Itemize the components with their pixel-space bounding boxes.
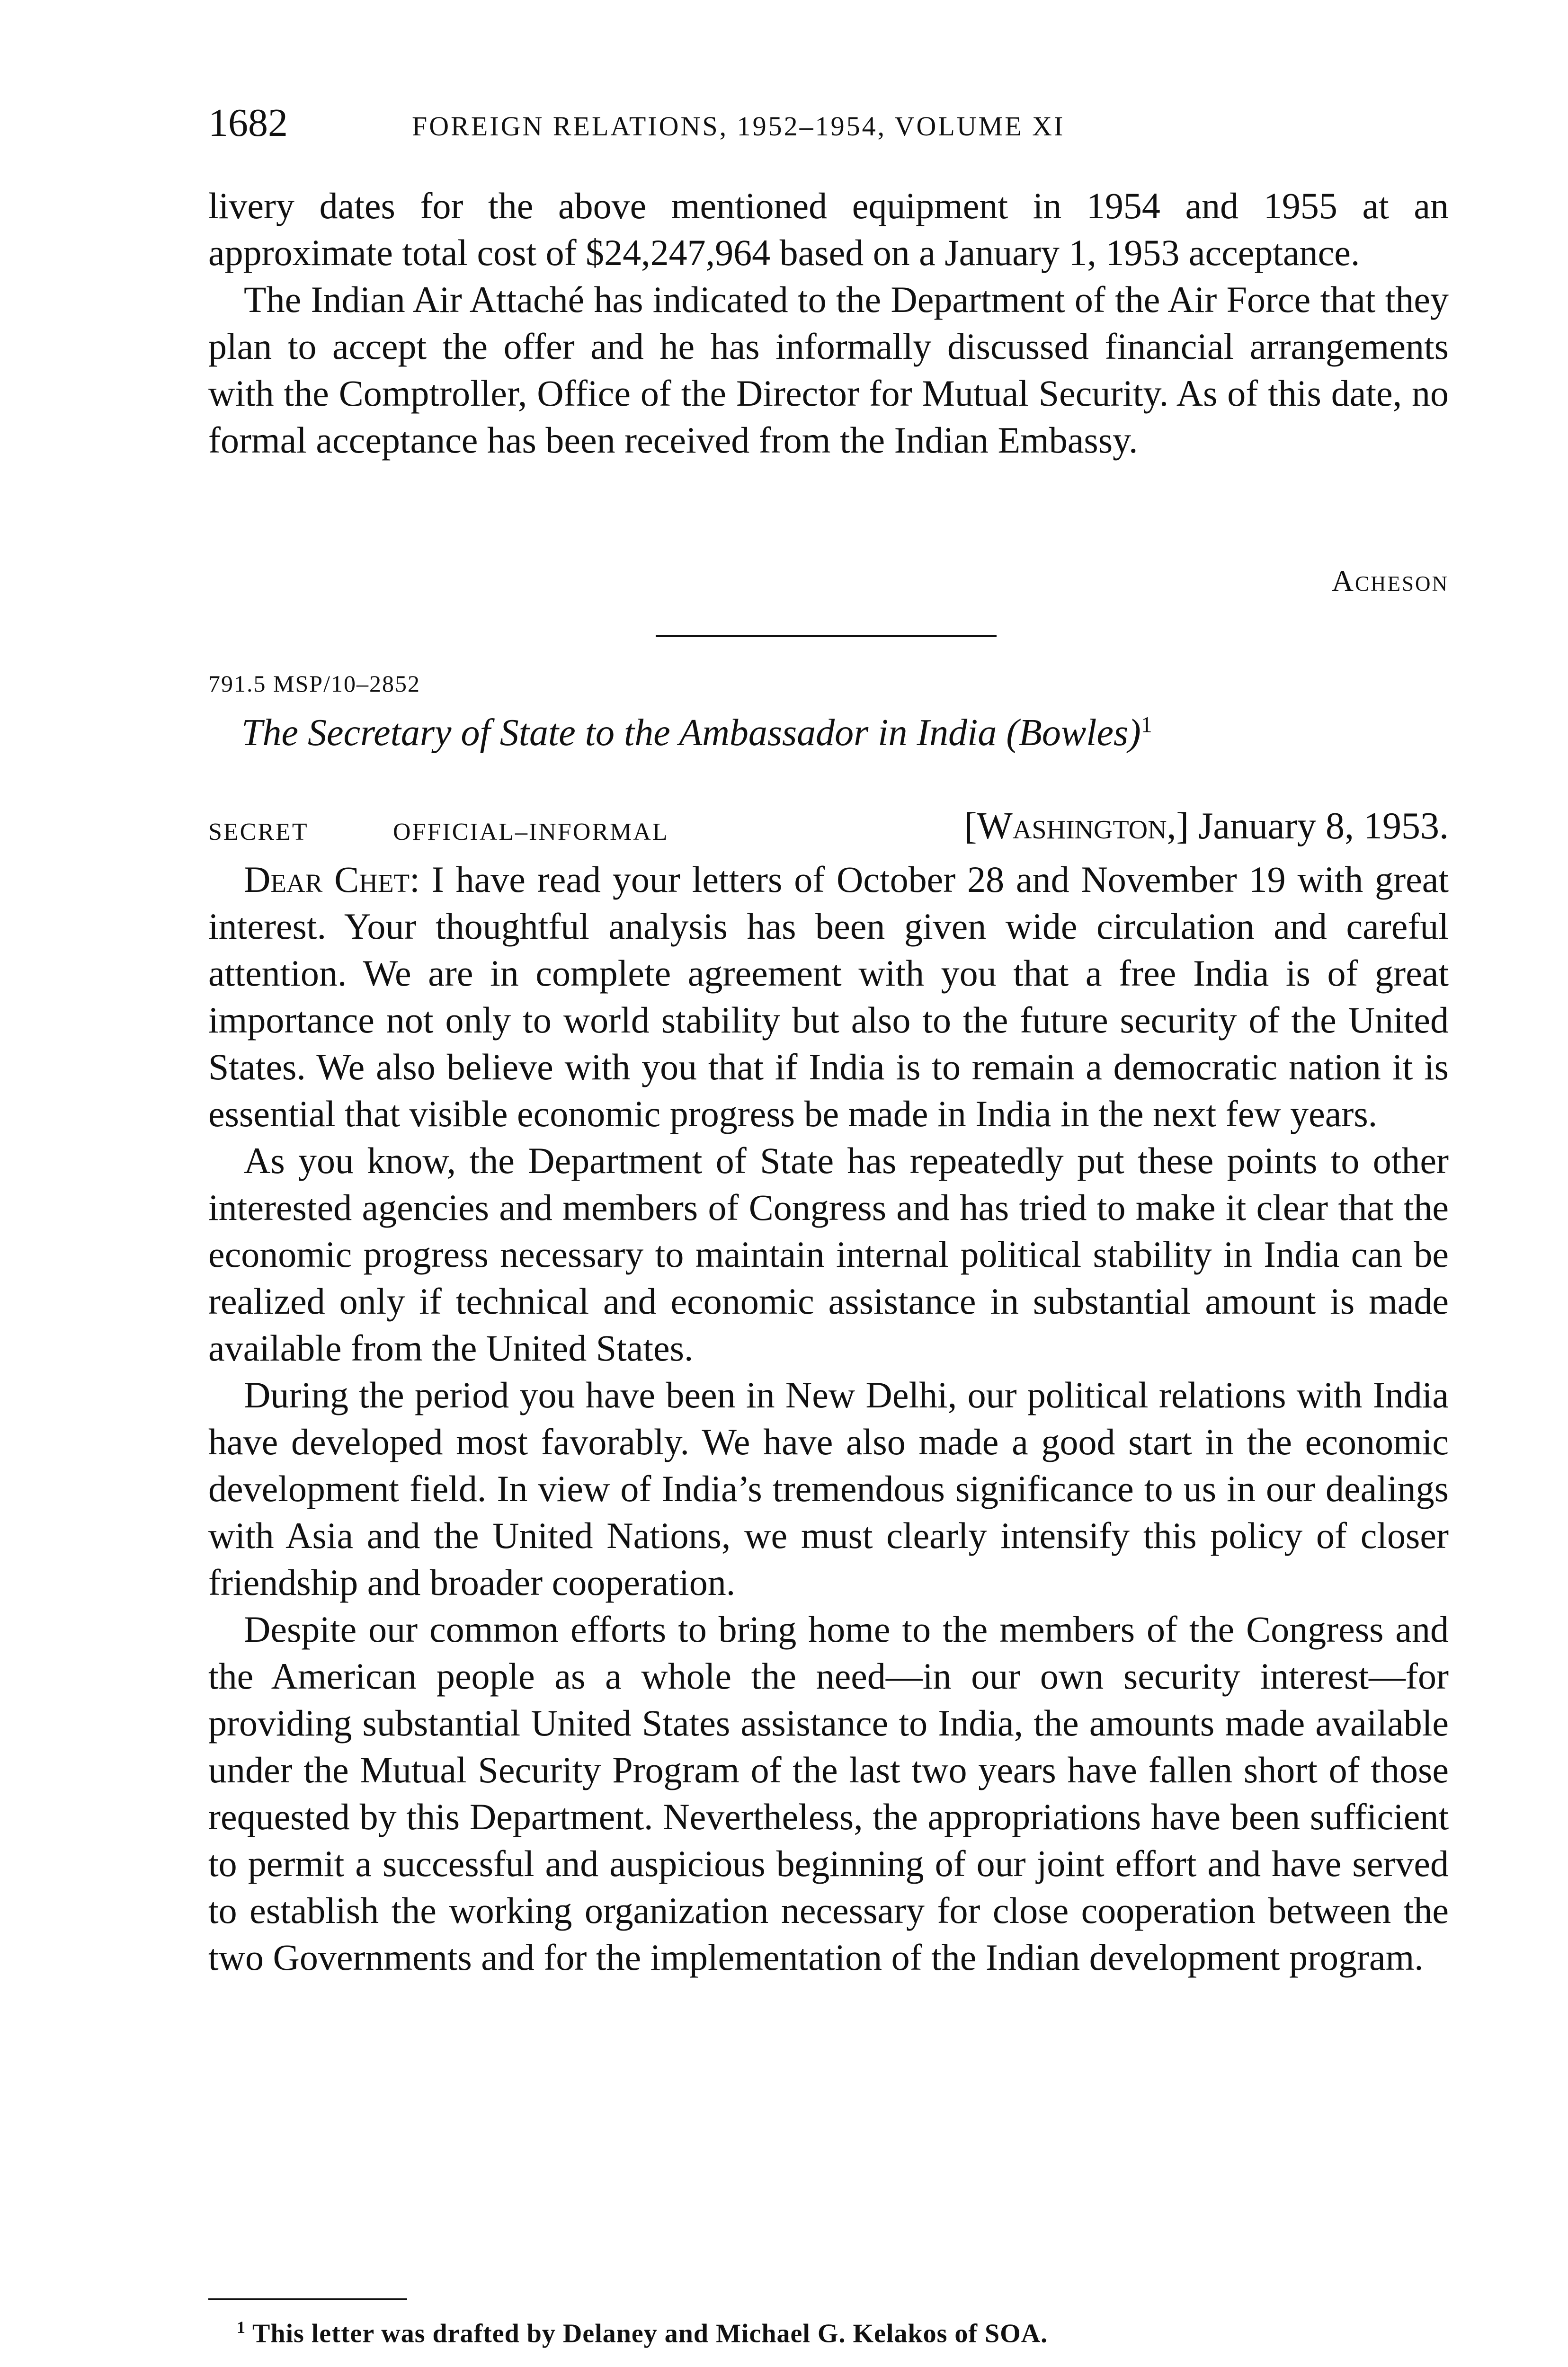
page-number: 1682: [208, 101, 288, 145]
paragraph: As you know, the Department of State has repeatedly put these points to other interested agencies and members of Congress and has tried to make it clear that the economic progress necessary to maintain internal political stability in India can be realized only if technical and economic assistance in substantial amount is made available from the United States.: [208, 1140, 1449, 1369]
dateline: [208, 805, 1449, 852]
paragraph: The Indian Air Attaché has indicated to the Department of the Air Force that they plan to accept the offer and he has informally discussed financial arrangements with the Comptroller, Office of the Director for Mutual Security. As of this date, no formal acceptance has been received from the Indian Embassy.: [208, 279, 1449, 461]
paragraph: Despite our common efforts to bring home to the members of the Congress and the American people as a whole the need—in our own security interest—for providing substantial United States assistance to India, the amounts made available under the Mutual Security Program of the last two years have fallen short of those requested by this Department. Nevertheless, the appropriations have been sufficient to permit a successful and auspicious beginning of our joint effort and have served to establish the working organization necessary for close cooperation between the two Governments and for the implementation of the Indian development program.: [208, 1609, 1449, 1978]
running-head: FOREIGN RELATIONS, 1952–1954, VOLUME XI: [412, 111, 1065, 142]
page-header: [208, 97, 1449, 149]
footnote-reference: 1: [1140, 712, 1152, 738]
previous-document-text: [208, 182, 1449, 463]
paragraph: During the period you have been in New Delhi, our political relations with India have developed most favorably. We have also made a good start in the economic development field. In view of India’s tremendous significance to us in our dealings with Asia and the United Nations, we must clearly intensify this policy of closer friendship and broader cooperation.: [208, 1374, 1449, 1603]
place: [Washington,]: [964, 805, 1189, 847]
paragraph: [208, 856, 1449, 1137]
document-title: [241, 712, 1152, 755]
footnote-text: This letter was drafted by Delaney and Michael G. Kelakos of SOA.: [252, 2319, 1048, 2349]
salutation: Dear Chet:: [244, 859, 420, 900]
document-title-text: The Secretary of State to the Ambassador in India (Bowles): [241, 712, 1141, 754]
file-number: 791.5 MSP/10–2852: [208, 670, 420, 697]
letter-body: [208, 856, 1449, 1981]
section-divider: [656, 635, 997, 637]
signature: Acheson: [1331, 564, 1449, 597]
handling-label: OFFICIAL–INFORMAL: [393, 819, 669, 845]
place-and-date: [964, 805, 1449, 848]
footnote: [237, 2317, 1048, 2349]
paragraph-text: I have read your letters of October 28 and November 19 with great interest. Your thoughtful analysis has been given wide circulation and careful attention. We are in complete agreement with you that a free India is of great importance not only to world stability but also to the future security of the United States. We also believe with you that if India is to remain a democratic nation it is essential that visible economic progress be made in India in the next few years.: [208, 859, 1449, 1134]
footnote-marker: 1: [237, 2318, 246, 2337]
paragraph: livery dates for the above mentioned equipment in 1954 and 1955 at an approximate total cost of $24,247,964 based on a January 1, 1953 acceptance.: [208, 185, 1449, 273]
classification-label: SECRET: [208, 819, 309, 845]
date: January 8, 1953.: [1198, 805, 1449, 847]
footnote-rule: [208, 2298, 407, 2300]
